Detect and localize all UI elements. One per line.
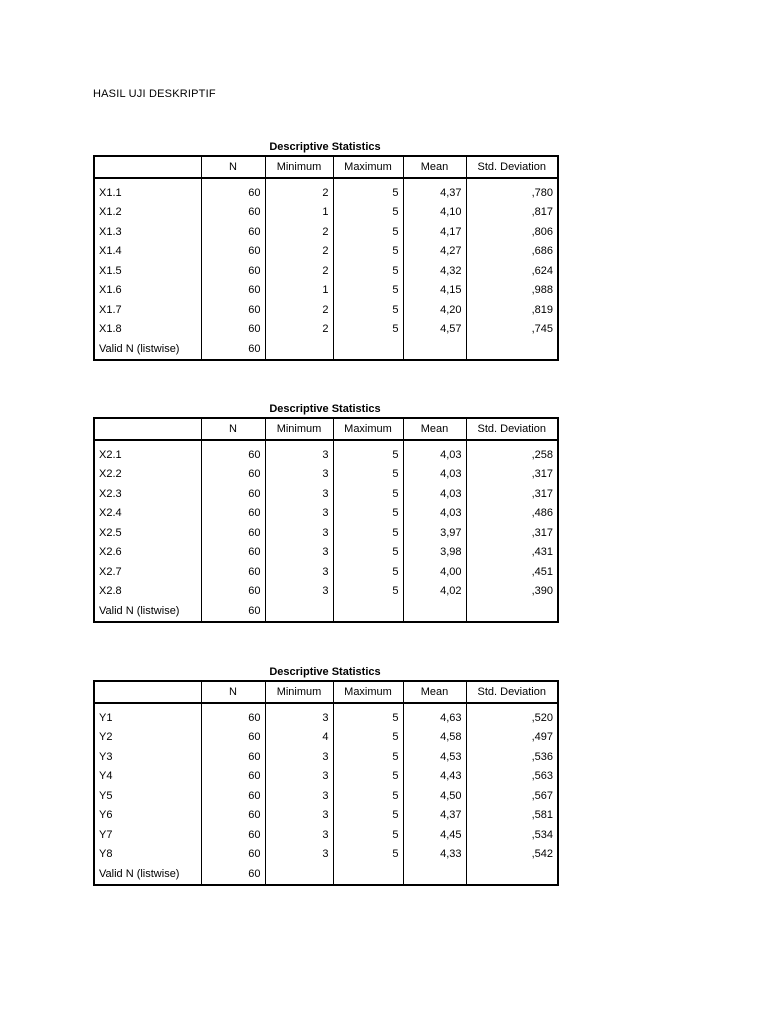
table-row xyxy=(94,543,558,563)
cell-std-deviation: ,317 xyxy=(466,523,558,543)
cell-std-deviation: ,451 xyxy=(466,562,558,582)
cell-variable: Valid N (listwise) xyxy=(99,604,180,617)
column-header-mean: Mean xyxy=(403,156,466,178)
cell-maximum: 5 xyxy=(333,543,403,563)
cell-n: 60 xyxy=(201,728,265,748)
cell-minimum: 3 xyxy=(265,767,333,787)
table-row xyxy=(94,261,558,281)
cell-variable: X1.6 xyxy=(99,284,122,297)
table-row xyxy=(94,825,558,845)
cell-minimum: 3 xyxy=(265,703,333,728)
cell-maximum: 5 xyxy=(333,320,403,340)
cell-mean: 4,02 xyxy=(403,582,466,602)
table-row xyxy=(94,465,558,485)
cell-maximum: 5 xyxy=(333,703,403,728)
cell-std-deviation: ,563 xyxy=(466,767,558,787)
statistics-table xyxy=(93,680,559,886)
descriptive-statistics-table-2 xyxy=(93,402,557,623)
cell-n: 60 xyxy=(201,465,265,485)
statistics-table xyxy=(93,417,559,623)
cell-mean xyxy=(403,601,466,622)
cell-maximum: 5 xyxy=(333,300,403,320)
cell-mean: 4,37 xyxy=(403,806,466,826)
cell-maximum: 5 xyxy=(333,825,403,845)
column-header-minimum: Minimum xyxy=(265,418,333,440)
cell-mean: 4,43 xyxy=(403,767,466,787)
cell-variable: X1.1 xyxy=(99,186,122,199)
column-header-mean: Mean xyxy=(403,418,466,440)
cell-maximum: 5 xyxy=(333,747,403,767)
table-caption: Descriptive Statistics xyxy=(269,141,381,153)
cell-maximum: 5 xyxy=(333,582,403,602)
cell-minimum: 2 xyxy=(265,242,333,262)
cell-minimum: 3 xyxy=(265,504,333,524)
cell-mean: 4,10 xyxy=(403,203,466,223)
cell-maximum: 5 xyxy=(333,222,403,242)
cell-maximum: 5 xyxy=(333,281,403,301)
cell-mean: 4,63 xyxy=(403,703,466,728)
cell-variable: X1.3 xyxy=(99,225,122,238)
cell-variable: X2.6 xyxy=(99,546,122,559)
descriptive-statistics-table-1 xyxy=(93,140,557,361)
cell-variable: X2.1 xyxy=(99,448,122,461)
cell-n: 60 xyxy=(201,504,265,524)
cell-std-deviation: ,486 xyxy=(466,504,558,524)
cell-variable: Y7 xyxy=(99,828,113,841)
cell-variable: X2.5 xyxy=(99,526,122,539)
cell-maximum: 5 xyxy=(333,523,403,543)
cell-n: 60 xyxy=(201,601,265,622)
cell-n: 60 xyxy=(201,300,265,320)
cell-minimum: 4 xyxy=(265,728,333,748)
column-header-variable xyxy=(94,156,201,178)
table-row xyxy=(94,523,558,543)
cell-mean: 4,15 xyxy=(403,281,466,301)
table-row xyxy=(94,222,558,242)
cell-minimum: 2 xyxy=(265,222,333,242)
table-row xyxy=(94,339,558,360)
table-row xyxy=(94,786,558,806)
table-row xyxy=(94,601,558,622)
column-header-n: N xyxy=(201,156,265,178)
column-header-std-deviation: Std. Deviation xyxy=(466,418,558,440)
cell-variable: X2.4 xyxy=(99,507,122,520)
table-row xyxy=(94,767,558,787)
cell-variable: Y8 xyxy=(99,848,113,861)
cell-std-deviation: ,497 xyxy=(466,728,558,748)
cell-minimum: 3 xyxy=(265,523,333,543)
cell-variable: X2.8 xyxy=(99,585,122,598)
cell-mean: 4,00 xyxy=(403,562,466,582)
cell-variable: Valid N (listwise) xyxy=(99,342,180,355)
cell-mean: 4,45 xyxy=(403,825,466,845)
cell-maximum: 5 xyxy=(333,504,403,524)
cell-minimum: 3 xyxy=(265,747,333,767)
cell-maximum: 5 xyxy=(333,728,403,748)
cell-mean: 4,03 xyxy=(403,465,466,485)
table-row xyxy=(94,504,558,524)
cell-minimum: 3 xyxy=(265,825,333,845)
cell-std-deviation: ,581 xyxy=(466,806,558,826)
column-header-minimum: Minimum xyxy=(265,156,333,178)
table-row xyxy=(94,806,558,826)
cell-std-deviation: ,686 xyxy=(466,242,558,262)
cell-mean: 4,32 xyxy=(403,261,466,281)
cell-maximum: 5 xyxy=(333,484,403,504)
cell-minimum: 2 xyxy=(265,178,333,203)
cell-std-deviation: ,988 xyxy=(466,281,558,301)
cell-n: 60 xyxy=(201,703,265,728)
cell-n: 60 xyxy=(201,806,265,826)
table-row xyxy=(94,582,558,602)
cell-maximum: 5 xyxy=(333,242,403,262)
cell-n: 60 xyxy=(201,261,265,281)
table-row xyxy=(94,845,558,865)
cell-minimum: 2 xyxy=(265,261,333,281)
cell-n: 60 xyxy=(201,523,265,543)
cell-minimum: 3 xyxy=(265,440,333,465)
cell-minimum: 3 xyxy=(265,806,333,826)
cell-n: 60 xyxy=(201,825,265,845)
cell-std-deviation xyxy=(466,339,558,360)
header-row xyxy=(94,156,558,178)
cell-variable: X1.4 xyxy=(99,245,122,258)
cell-variable: X1.8 xyxy=(99,323,122,336)
cell-std-deviation: ,745 xyxy=(466,320,558,340)
cell-minimum: 1 xyxy=(265,281,333,301)
cell-mean: 4,03 xyxy=(403,440,466,465)
descriptive-statistics-table-3 xyxy=(93,665,557,886)
cell-variable: Y6 xyxy=(99,809,113,822)
table-row xyxy=(94,728,558,748)
table-row xyxy=(94,484,558,504)
cell-mean: 4,33 xyxy=(403,845,466,865)
cell-variable: X2.2 xyxy=(99,468,122,481)
cell-mean: 4,53 xyxy=(403,747,466,767)
cell-maximum xyxy=(333,601,403,622)
cell-mean: 4,03 xyxy=(403,504,466,524)
cell-std-deviation: ,317 xyxy=(466,484,558,504)
cell-maximum: 5 xyxy=(333,440,403,465)
cell-n: 60 xyxy=(201,281,265,301)
cell-n: 60 xyxy=(201,543,265,563)
cell-mean: 4,20 xyxy=(403,300,466,320)
cell-n: 60 xyxy=(201,767,265,787)
table-row xyxy=(94,320,558,340)
cell-minimum: 2 xyxy=(265,320,333,340)
cell-mean: 4,17 xyxy=(403,222,466,242)
cell-n: 60 xyxy=(201,222,265,242)
cell-maximum: 5 xyxy=(333,178,403,203)
table-row xyxy=(94,440,558,465)
cell-variable: Valid N (listwise) xyxy=(99,867,180,880)
cell-std-deviation: ,534 xyxy=(466,825,558,845)
cell-mean: 3,97 xyxy=(403,523,466,543)
cell-maximum xyxy=(333,864,403,885)
cell-minimum xyxy=(265,864,333,885)
cell-mean: 4,37 xyxy=(403,178,466,203)
column-header-maximum: Maximum xyxy=(333,156,403,178)
cell-mean: 4,57 xyxy=(403,320,466,340)
cell-std-deviation: ,819 xyxy=(466,300,558,320)
column-header-maximum: Maximum xyxy=(333,418,403,440)
column-header-std-deviation: Std. Deviation xyxy=(466,156,558,178)
column-header-mean: Mean xyxy=(403,681,466,703)
statistics-table xyxy=(93,155,559,361)
cell-mean: 3,98 xyxy=(403,543,466,563)
cell-std-deviation: ,520 xyxy=(466,703,558,728)
cell-n: 60 xyxy=(201,864,265,885)
cell-std-deviation: ,536 xyxy=(466,747,558,767)
cell-mean xyxy=(403,339,466,360)
cell-n: 60 xyxy=(201,440,265,465)
column-header-variable xyxy=(94,681,201,703)
header-row xyxy=(94,418,558,440)
cell-std-deviation: ,817 xyxy=(466,203,558,223)
cell-std-deviation: ,780 xyxy=(466,178,558,203)
cell-n: 60 xyxy=(201,786,265,806)
cell-maximum: 5 xyxy=(333,767,403,787)
cell-mean: 4,58 xyxy=(403,728,466,748)
cell-mean xyxy=(403,864,466,885)
cell-n: 60 xyxy=(201,845,265,865)
cell-std-deviation: ,542 xyxy=(466,845,558,865)
table-caption: Descriptive Statistics xyxy=(269,403,381,415)
cell-minimum: 3 xyxy=(265,562,333,582)
cell-mean: 4,03 xyxy=(403,484,466,504)
cell-n: 60 xyxy=(201,582,265,602)
table-row xyxy=(94,562,558,582)
cell-minimum: 3 xyxy=(265,465,333,485)
cell-std-deviation: ,806 xyxy=(466,222,558,242)
cell-minimum: 3 xyxy=(265,582,333,602)
cell-minimum: 2 xyxy=(265,300,333,320)
cell-maximum: 5 xyxy=(333,562,403,582)
cell-n: 60 xyxy=(201,203,265,223)
table-row xyxy=(94,747,558,767)
cell-variable: Y3 xyxy=(99,750,113,763)
cell-n: 60 xyxy=(201,562,265,582)
cell-maximum: 5 xyxy=(333,203,403,223)
cell-minimum xyxy=(265,601,333,622)
cell-minimum: 1 xyxy=(265,203,333,223)
cell-maximum: 5 xyxy=(333,845,403,865)
cell-variable: Y4 xyxy=(99,770,113,783)
cell-variable: X1.7 xyxy=(99,303,122,316)
cell-std-deviation: ,431 xyxy=(466,543,558,563)
cell-mean: 4,27 xyxy=(403,242,466,262)
cell-n: 60 xyxy=(201,320,265,340)
cell-std-deviation: ,317 xyxy=(466,465,558,485)
cell-std-deviation: ,567 xyxy=(466,786,558,806)
table-row xyxy=(94,281,558,301)
cell-minimum: 3 xyxy=(265,543,333,563)
cell-minimum: 3 xyxy=(265,484,333,504)
cell-std-deviation xyxy=(466,864,558,885)
cell-maximum: 5 xyxy=(333,806,403,826)
cell-n: 60 xyxy=(201,178,265,203)
column-header-std-deviation: Std. Deviation xyxy=(466,681,558,703)
cell-n: 60 xyxy=(201,242,265,262)
cell-minimum xyxy=(265,339,333,360)
cell-variable: Y2 xyxy=(99,731,113,744)
cell-std-deviation: ,258 xyxy=(466,440,558,465)
cell-variable: X2.3 xyxy=(99,487,122,500)
cell-variable: X1.5 xyxy=(99,264,122,277)
cell-minimum: 3 xyxy=(265,786,333,806)
cell-std-deviation: ,390 xyxy=(466,582,558,602)
cell-maximum: 5 xyxy=(333,465,403,485)
cell-maximum: 5 xyxy=(333,786,403,806)
table-caption: Descriptive Statistics xyxy=(269,666,381,678)
cell-std-deviation xyxy=(466,601,558,622)
document-heading: HASIL UJI DESKRIPTIF xyxy=(93,88,216,100)
table-row xyxy=(94,178,558,203)
cell-minimum: 3 xyxy=(265,845,333,865)
cell-std-deviation: ,624 xyxy=(466,261,558,281)
table-row xyxy=(94,242,558,262)
column-header-maximum: Maximum xyxy=(333,681,403,703)
column-header-n: N xyxy=(201,681,265,703)
cell-variable: X1.2 xyxy=(99,206,122,219)
column-header-variable xyxy=(94,418,201,440)
cell-mean: 4,50 xyxy=(403,786,466,806)
cell-maximum: 5 xyxy=(333,261,403,281)
cell-variable: Y5 xyxy=(99,789,113,802)
header-row xyxy=(94,681,558,703)
table-row xyxy=(94,203,558,223)
column-header-n: N xyxy=(201,418,265,440)
cell-n: 60 xyxy=(201,484,265,504)
column-header-minimum: Minimum xyxy=(265,681,333,703)
table-row xyxy=(94,864,558,885)
table-row xyxy=(94,703,558,728)
cell-n: 60 xyxy=(201,747,265,767)
cell-n: 60 xyxy=(201,339,265,360)
cell-variable: Y1 xyxy=(99,711,113,724)
table-row xyxy=(94,300,558,320)
cell-maximum xyxy=(333,339,403,360)
cell-variable: X2.7 xyxy=(99,565,122,578)
